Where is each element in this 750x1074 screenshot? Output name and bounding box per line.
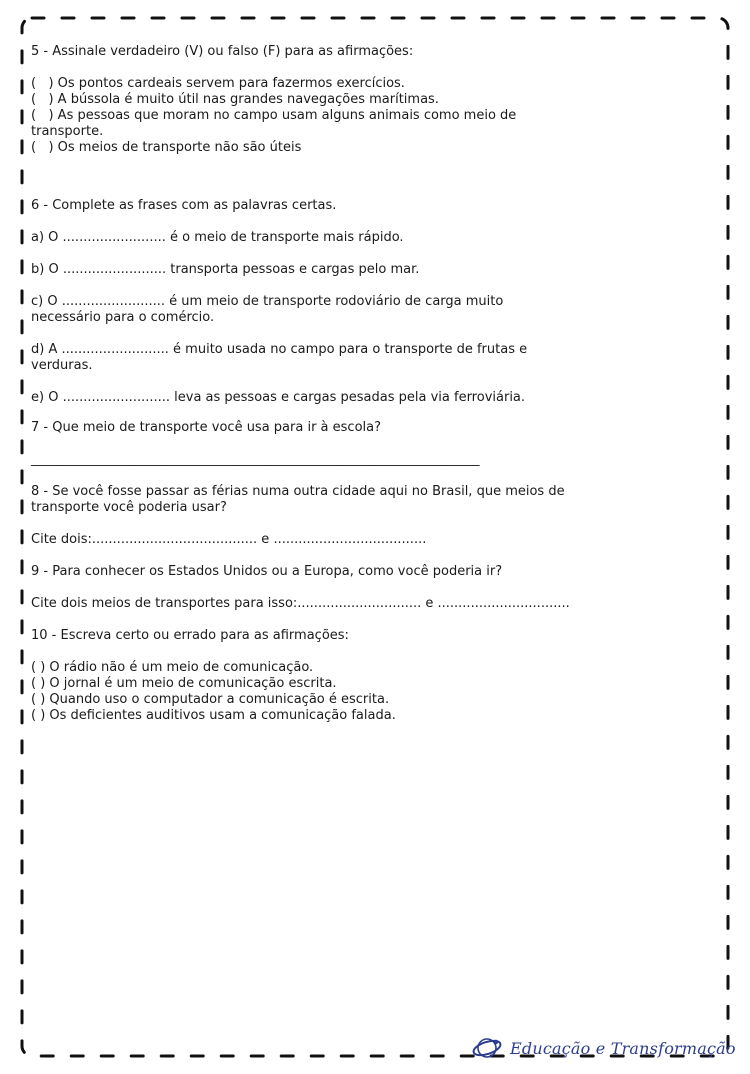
question-6-item-d: d) A .......................... é muito usada no campo para o transporte de frutas e — [31, 342, 528, 357]
question-6-item-d-cont: verduras. — [31, 358, 93, 373]
question-8-heading-cont: transporte você poderia usar? — [31, 500, 227, 515]
question-5-item-4: ( ) Os meios de transporte não são úteis — [31, 140, 302, 155]
question-5-item-3: ( ) As pessoas que moram no campo usam alguns animais como meio de — [31, 108, 517, 123]
question-10-item-4: ( ) Os deficientes auditivos usam a comunicação falada. — [31, 708, 396, 723]
question-5-item-3-cont: transporte. — [31, 124, 104, 139]
orbit-swirl-icon — [470, 1036, 504, 1060]
footer-logo — [470, 1036, 736, 1060]
question-6-item-c: c) O ......................... é um meio de transporte rodoviário de carga muito — [31, 294, 504, 309]
question-10-item-2: ( ) O jornal é um meio de comunicação escrita. — [31, 676, 337, 691]
question-10-item-3: ( ) Quando uso o computador a comunicação é escrita. — [31, 692, 390, 707]
question-9-heading: 9 - Para conhecer os Estados Unidos ou a Europa, como você poderia ir? — [31, 564, 503, 579]
question-7-heading: 7 - Que meio de transporte você usa para ir à escola? — [31, 420, 382, 435]
question-8-heading: 8 - Se você fosse passar as férias numa outra cidade aqui no Brasil, que meios de — [31, 484, 565, 499]
question-6-item-a: a) O ......................... é o meio de transporte mais rápido. — [31, 230, 404, 245]
brand-name: Educação e Transformação — [510, 1038, 736, 1058]
question-6-heading: 6 - Complete as frases com as palavras certas. — [31, 198, 337, 213]
question-9-answer: Cite dois meios de transportes para isso:.............................. e ................................ — [31, 596, 570, 611]
question-10-heading: 10 - Escreva certo ou errado para as afirmações: — [31, 628, 349, 643]
question-6-item-c-cont: necessário para o comércio. — [31, 310, 215, 325]
question-6-item-e: e) O .......................... leva as pessoas e cargas pesadas pela via ferroviária. — [31, 390, 526, 405]
question-8-answer: Cite dois:........................................ e ..................................... — [31, 532, 427, 547]
question-10-item-1: ( ) O rádio não é um meio de comunicação. — [31, 660, 314, 675]
question-5-item-2: ( ) A bússola é muito útil nas grandes navegações marítimas. — [31, 92, 439, 107]
question-6-item-b: b) O ......................... transporta pessoas e cargas pelo mar. — [31, 262, 420, 277]
question-5-heading: 5 - Assinale verdadeiro (V) ou falso (F) para as afirmações: — [31, 44, 414, 59]
question-5-item-1: ( ) Os pontos cardeais servem para fazermos exercícios. — [31, 76, 405, 91]
question-7-answer-line: _____________________________________________________________________ — [31, 452, 480, 467]
